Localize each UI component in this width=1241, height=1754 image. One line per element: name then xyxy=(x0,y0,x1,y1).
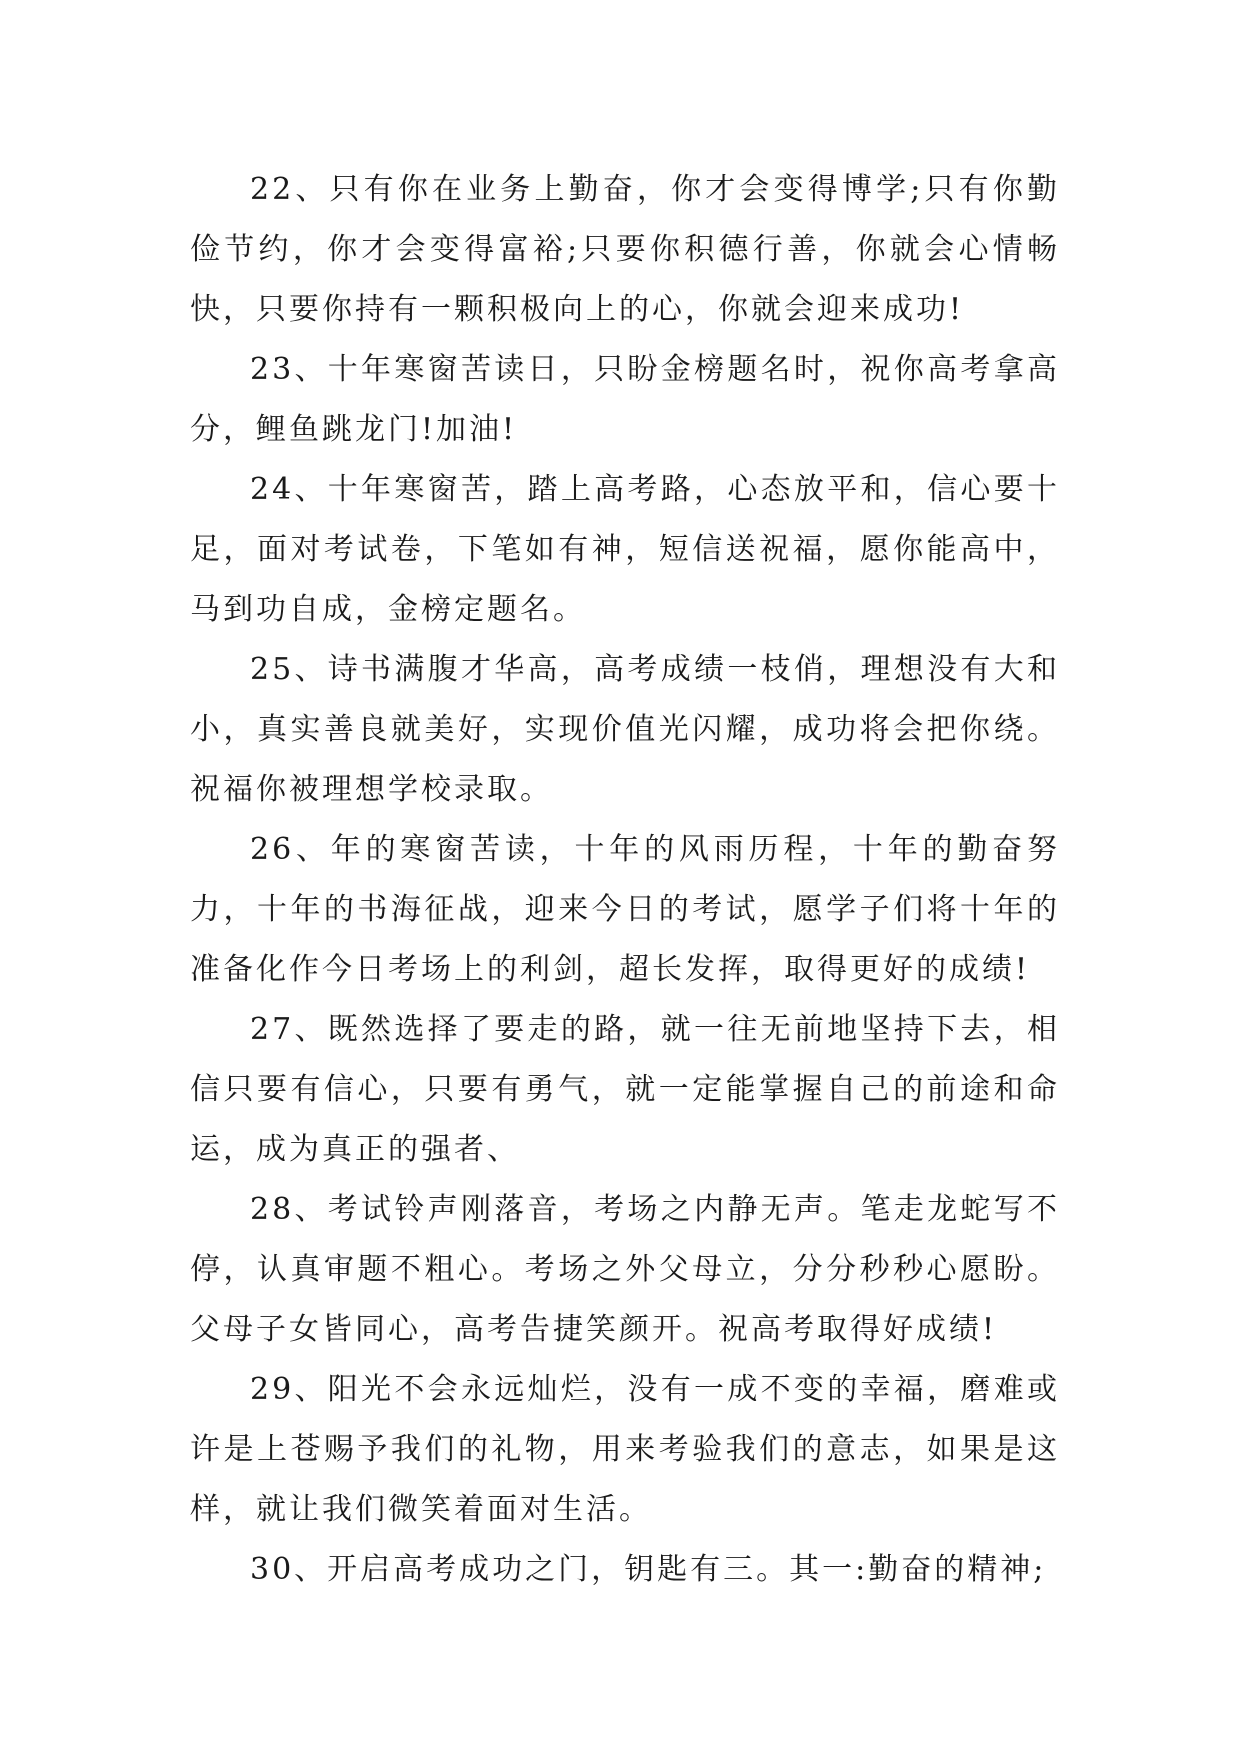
paragraph-28: 28、考试铃声刚落音，考场之内静无声。笔走龙蛇写不停，认真审题不粗心。考场之外父母立，分分秒秒心愿盼。父母子女皆同心，高考告捷笑颜开。祝高考取得好成绩! xyxy=(190,1192,1060,1347)
document-body xyxy=(190,160,1060,1600)
paragraph-30: 30、开启高考成功之门，钥匙有三。其一:勤奋的精神; xyxy=(250,1552,1047,1587)
paragraph-29: 29、阳光不会永远灿烂，没有一成不变的幸福，磨难或许是上苍赐予我们的礼物，用来考验我们的意志，如果是这样，就让我们微笑着面对生活。 xyxy=(190,1372,1060,1527)
paragraph-25: 25、诗书满腹才华高，高考成绩一枝俏，理想没有大和小，真实善良就美好，实现价值光闪耀，成功将会把你绕。祝福你被理想学校录取。 xyxy=(190,652,1060,807)
paragraph-27: 27、既然选择了要走的路，就一往无前地坚持下去，相信只要有信心，只要有勇气，就一定能掌握自己的前途和命运，成为真正的强者、 xyxy=(190,1012,1060,1167)
paragraph-24: 24、十年寒窗苦，踏上高考路，心态放平和，信心要十足，面对考试卷，下笔如有神，短信送祝福，愿你能高中，马到功自成，金榜定题名。 xyxy=(190,472,1060,627)
paragraph-22: 22、只有你在业务上勤奋，你才会变得博学;只有你勤俭节约，你才会变得富裕;只要你积德行善，你就会心情畅快，只要你持有一颗积极向上的心，你就会迎来成功! xyxy=(190,172,1060,327)
paragraph-26: 26、年的寒窗苦读，十年的风雨历程，十年的勤奋努力，十年的书海征战，迎来今日的考试，愿学子们将十年的准备化作今日考场上的利剑，超长发挥，取得更好的成绩! xyxy=(190,832,1060,987)
paragraph-23: 23、十年寒窗苦读日，只盼金榜题名时，祝你高考拿高分，鲤鱼跳龙门!加油! xyxy=(190,352,1060,447)
